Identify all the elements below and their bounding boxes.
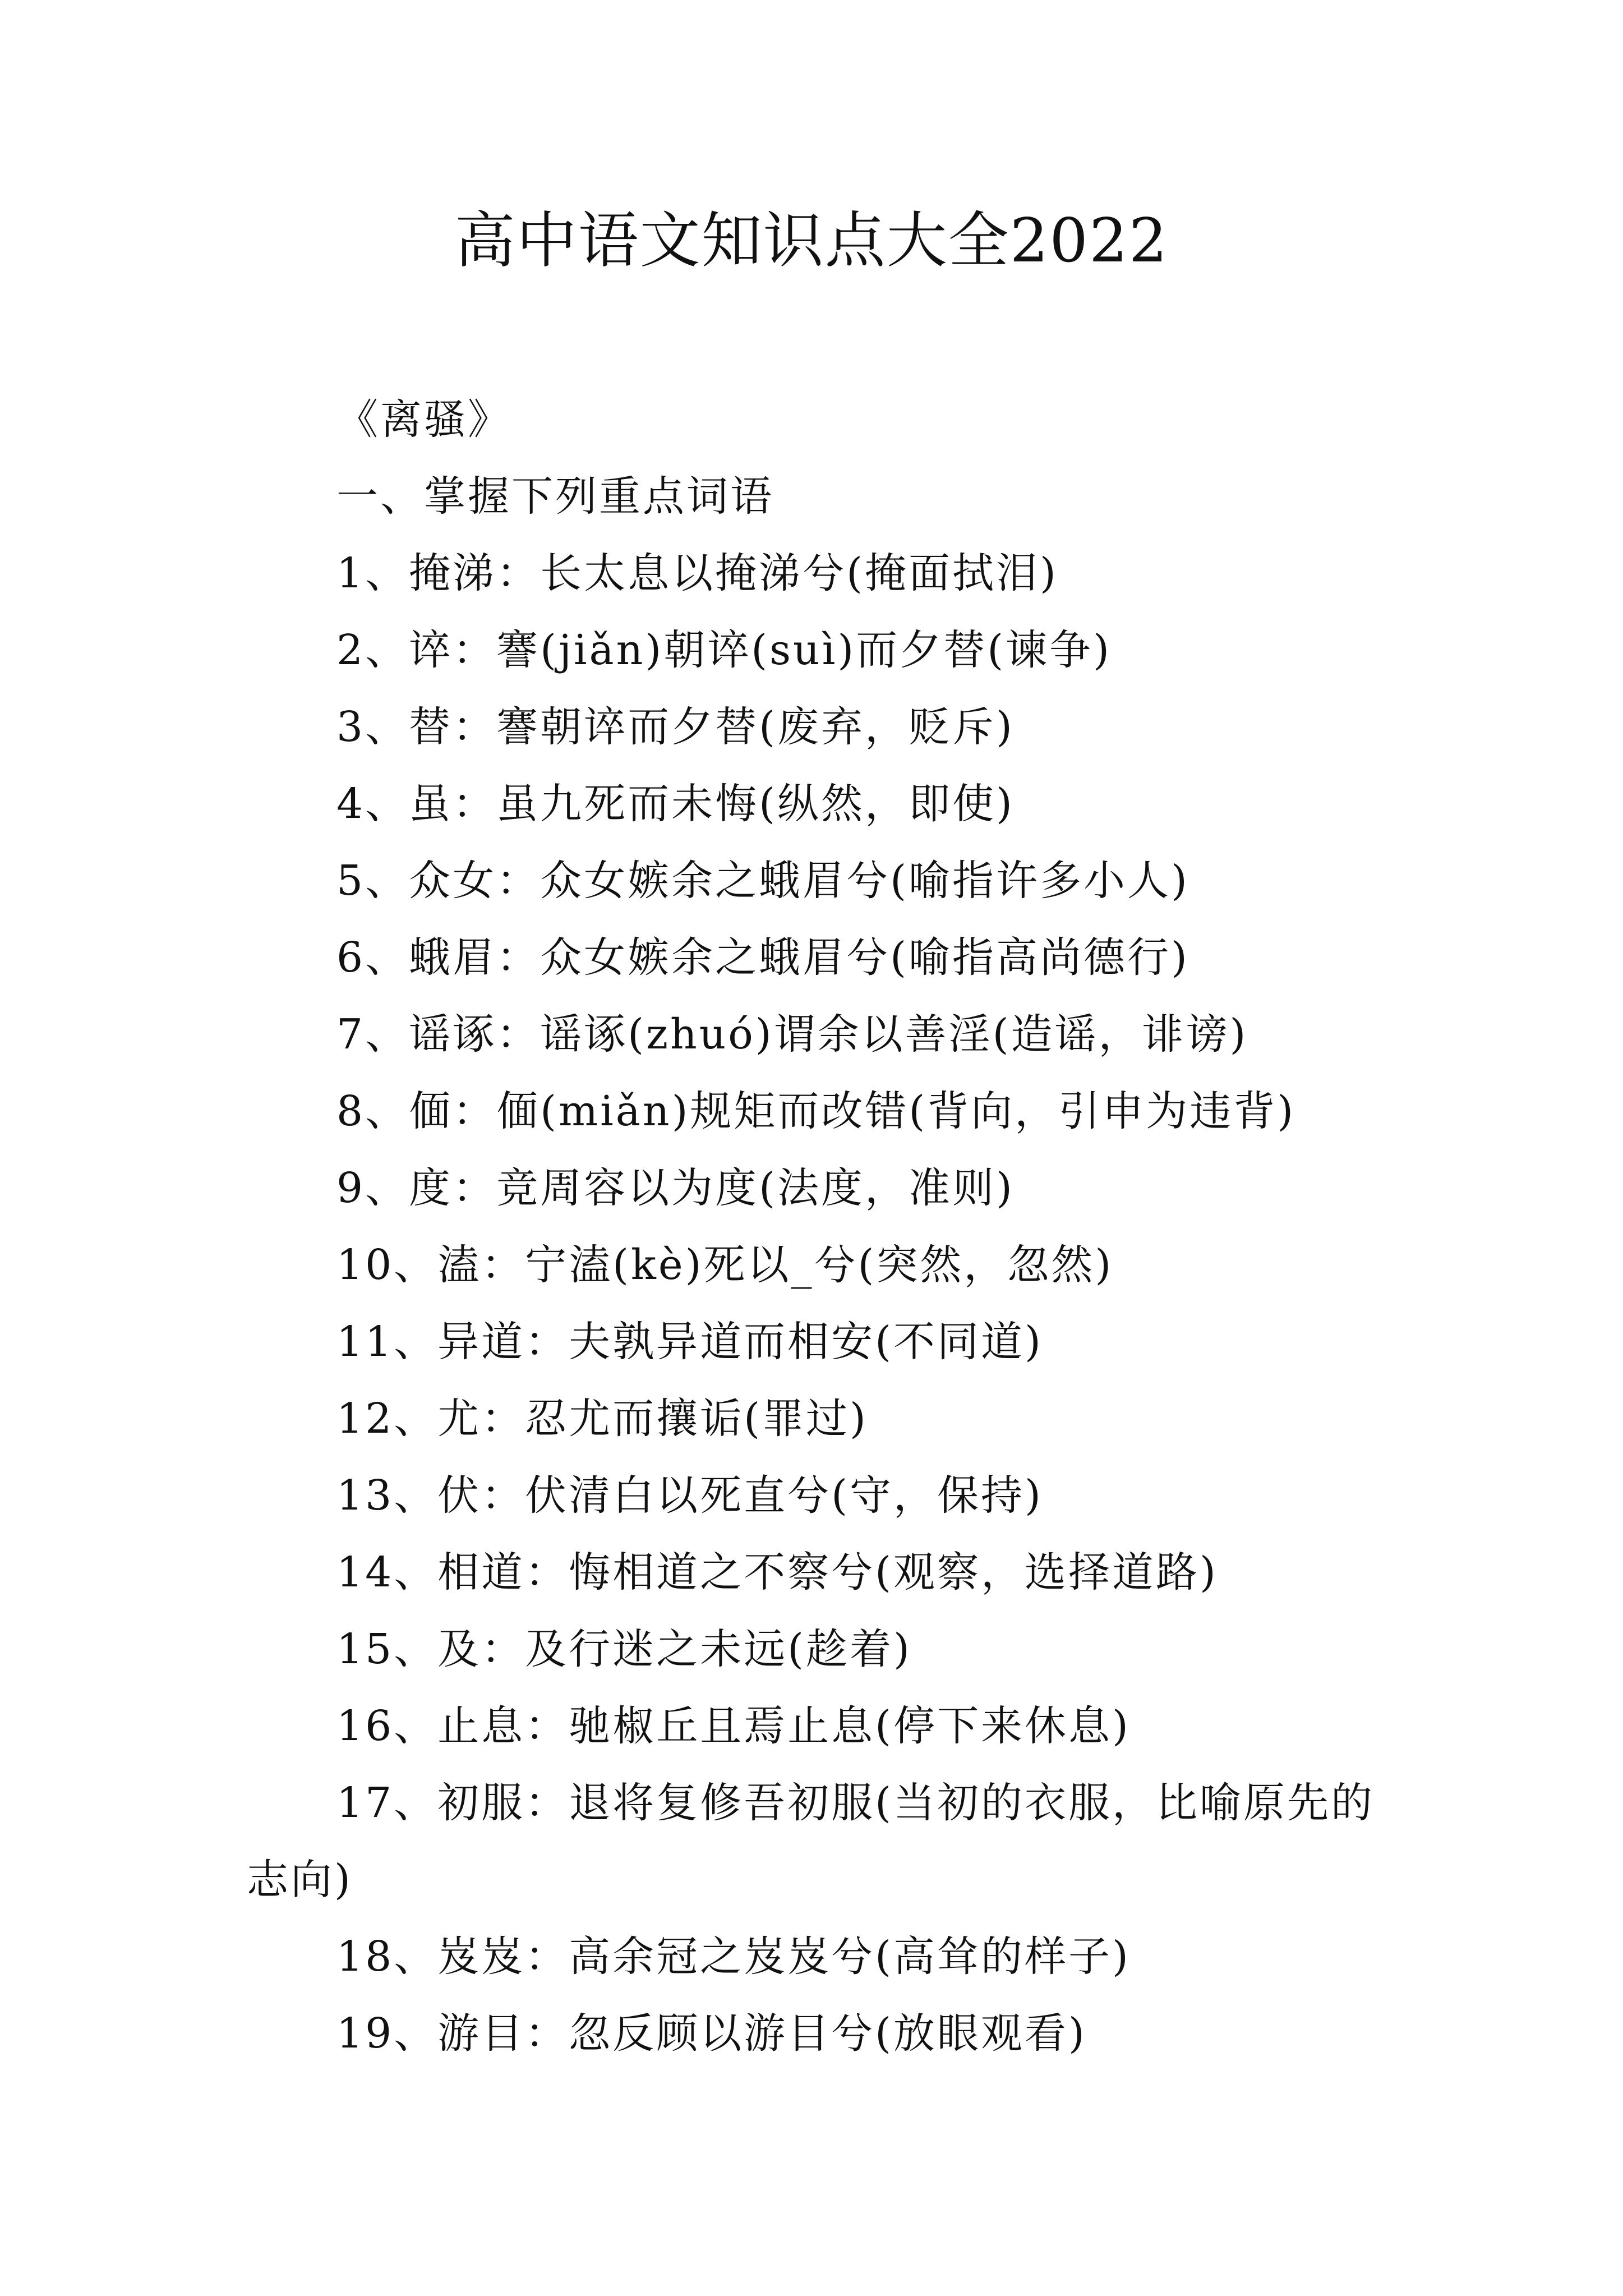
text-line: 8、偭：偭(miǎn)规矩而改错(背向，引申为违背) [336,1087,1296,1135]
text-line: 18、岌岌：高余冠之岌岌兮(高耸的样子) [336,1932,1131,1981]
text-line: 5、众女：众女嫉余之蛾眉兮(喻指许多小人) [336,857,1189,905]
text-line: 17、初服：退将复修吾初服(当初的衣服，比喻原先的 [336,1779,1375,1827]
text-line: 12、尤：忍尤而攘诟(罪过) [336,1395,868,1443]
text-line: 14、相道：悔相道之不察兮(观察，选择道路) [336,1548,1218,1596]
text-line: 16、止息：驰椒丘且焉止息(停下来休息) [336,1702,1131,1750]
text-line: 9、度：竞周容以为度(法度，准则) [336,1164,1015,1212]
text-line: 13、伏：伏清白以死直兮(守，保持) [336,1471,1043,1520]
document-title: 高中语文知识点大全2022 [454,206,1169,276]
text-line: 1、掩涕：长太息以掩涕兮(掩面拭泪) [336,549,1058,597]
text-line: 6、蛾眉：众女嫉余之蛾眉兮(喻指高尚德行) [336,933,1189,982]
document-body [247,381,1391,2072]
text-line-continuation: 志向) [247,1856,353,1904]
text-line: 7、谣诼：谣诼(zhuó)谓余以善淫(造谣，诽谤) [336,1010,1248,1059]
text-line: 2、谇：謇(jiǎn)朝谇(suì)而夕替(谏争) [336,626,1112,674]
text-line: 15、及：及行迷之未远(趁着) [336,1625,912,1673]
text-line: 4、虽：虽九死而未悔(纵然，即使) [336,780,1015,828]
text-line: 19、游目：忽反顾以游目兮(放眼观看) [336,2009,1087,2058]
text-line: 10、溘：宁溘(kè)死以_兮(突然，忽然) [336,1241,1114,1289]
text-line: 一、掌握下列重点词语 [336,472,774,521]
text-line: 3、替：謇朝谇而夕替(废弃，贬斥) [336,703,1015,751]
text-line: 《离骚》 [336,395,511,444]
text-line: 11、异道：夫孰异道而相安(不同道) [336,1318,1043,1366]
